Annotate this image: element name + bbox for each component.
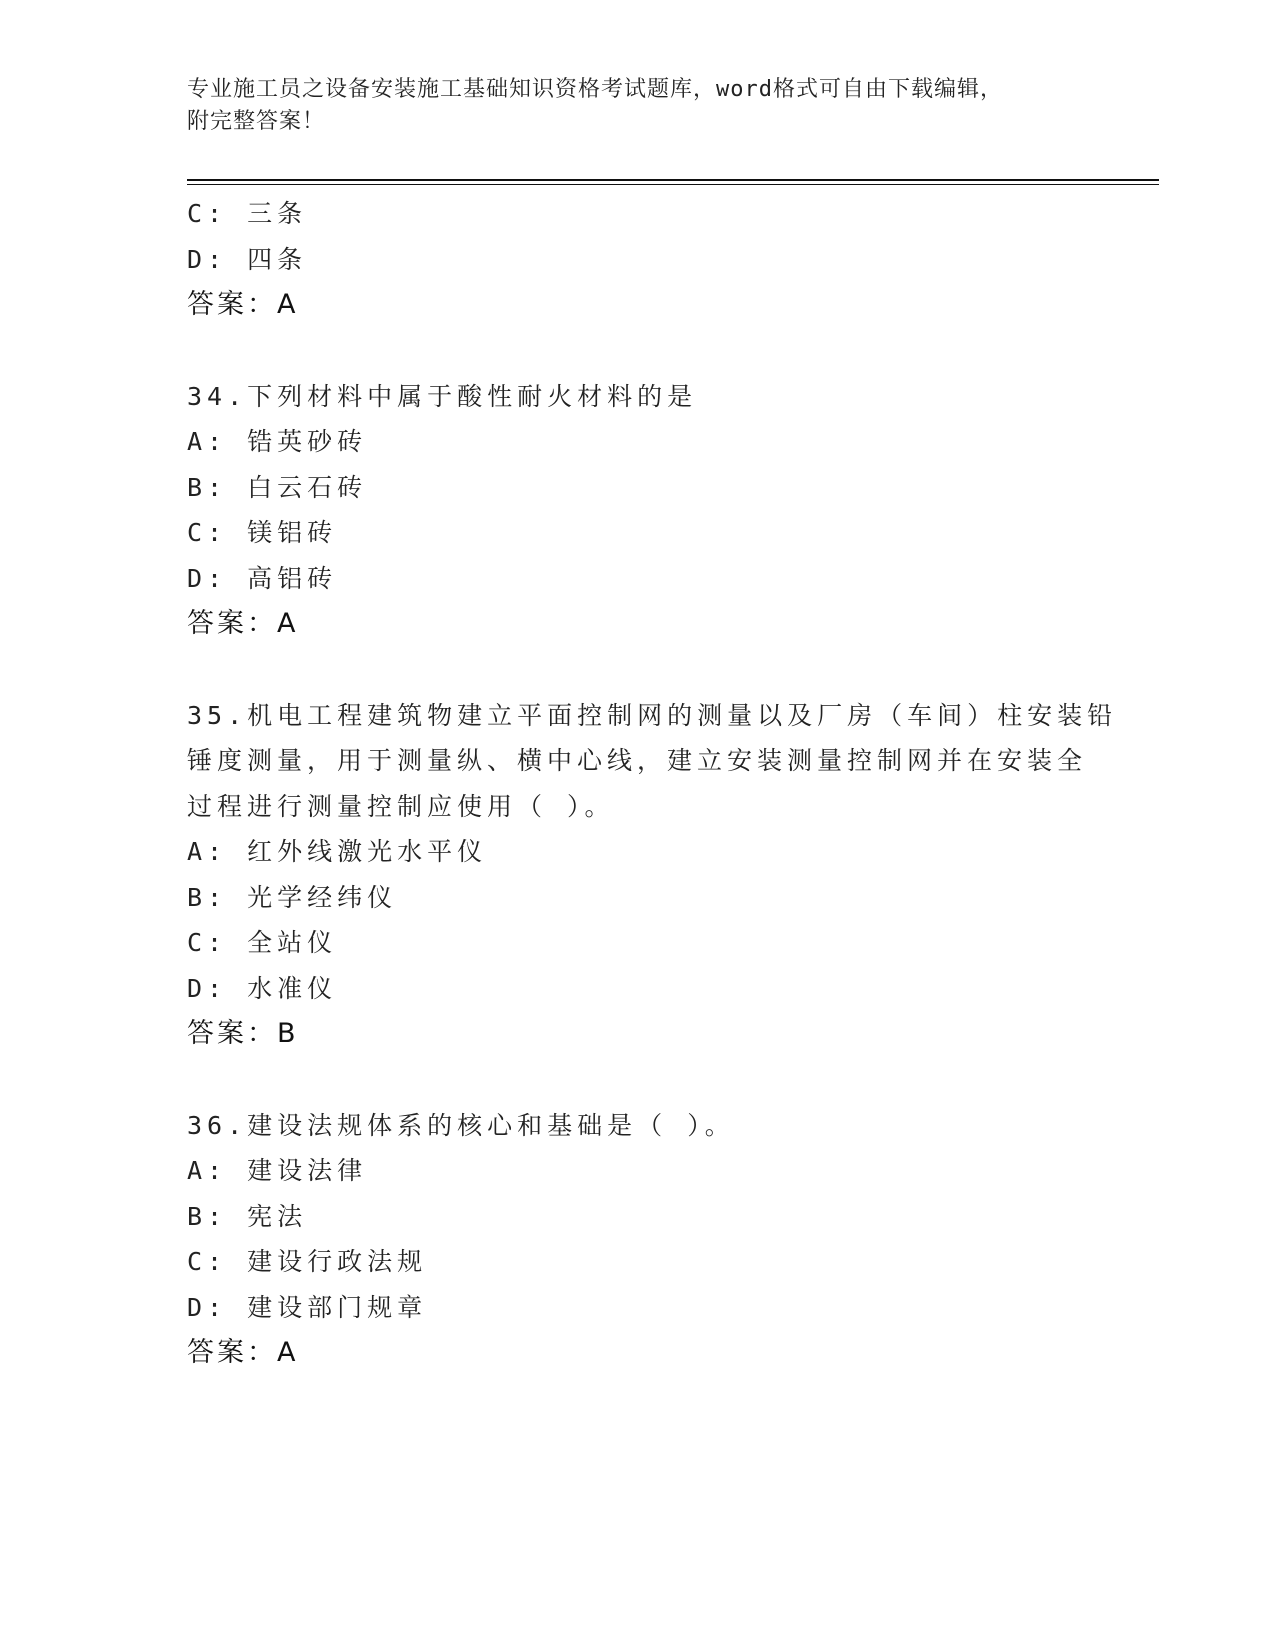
question-33-continued bbox=[187, 191, 1147, 328]
answer-line: 答案：A bbox=[187, 289, 299, 320]
option-a: A: 锆英砂砖 bbox=[187, 427, 368, 456]
option-c: C: 镁铝砖 bbox=[187, 518, 338, 547]
option-b: B: 光学经纬仪 bbox=[187, 882, 398, 912]
question-34 bbox=[187, 374, 1147, 647]
option-c: C: 全站仪 bbox=[187, 928, 338, 957]
option-d: D: 四条 bbox=[187, 244, 308, 274]
option-b: B: 宪法 bbox=[187, 1201, 308, 1231]
question-35 bbox=[187, 693, 1147, 1057]
option-a: A: 建设法律 bbox=[187, 1156, 368, 1185]
answer-line: 答案：A bbox=[187, 1337, 299, 1368]
answer-line: 答案：A bbox=[187, 608, 299, 639]
question-36 bbox=[187, 1103, 1147, 1376]
question-stem: 36.建设法规体系的核心和基础是（ ）。 bbox=[187, 1110, 735, 1140]
option-a: A: 红外线激光水平仪 bbox=[187, 837, 488, 866]
option-b: B: 白云石砖 bbox=[187, 472, 368, 502]
question-stem: 34.下列材料中属于酸性耐火材料的是 bbox=[187, 381, 698, 411]
document-header bbox=[187, 74, 1087, 138]
spacer bbox=[187, 328, 1147, 374]
option-d: D: 建设部门规章 bbox=[187, 1292, 428, 1322]
question-list bbox=[187, 191, 1147, 1376]
spacer bbox=[187, 1057, 1147, 1103]
question-stem-line-2: 锤度测量，用于测量纵、横中心线，建立安装测量控制网并在安装全 bbox=[187, 746, 1088, 775]
header-title-line-1: 专业施工员之设备安装施工基础知识资格考试题库，word格式可自由下载编辑， bbox=[187, 77, 1003, 102]
option-d: D: 水准仪 bbox=[187, 973, 338, 1003]
option-d: D: 高铝砖 bbox=[187, 563, 338, 593]
question-stem-line-1: 35.机电工程建筑物建立平面控制网的测量以及厂房（车间）柱安装铅 bbox=[187, 700, 1118, 730]
option-c: C: 三条 bbox=[187, 199, 308, 228]
option-c: C: 建设行政法规 bbox=[187, 1247, 428, 1276]
answer-line: 答案：B bbox=[187, 1018, 299, 1049]
question-stem-line-3: 过程进行测量控制应使用（ ）。 bbox=[187, 791, 615, 821]
spacer bbox=[187, 647, 1147, 693]
header-title-line-2: 附完整答案！ bbox=[187, 109, 326, 134]
header-divider-thick bbox=[187, 179, 1159, 181]
header-divider-thin bbox=[187, 184, 1159, 185]
